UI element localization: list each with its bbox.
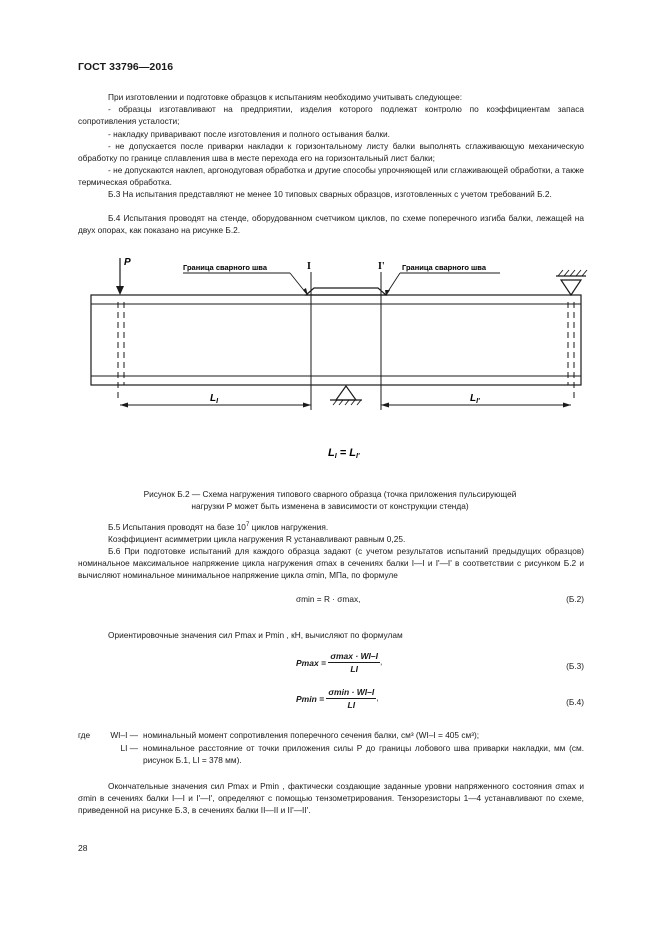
center-support-hatch (333, 400, 361, 405)
bullet-2 (78, 128, 584, 140)
dim-right-arrow-a (381, 403, 389, 408)
where-1-symbol: WI–I — (110, 730, 138, 740)
bullet-1 (78, 103, 584, 127)
load-label: P (124, 257, 131, 268)
top-right-support (561, 280, 581, 295)
section-label-right: I' (378, 261, 385, 272)
intro-text: При изготовлении и подготовке образцов к испытаниям необходимо учитывать следующее: (108, 92, 463, 102)
where-2-symbol: LI — (120, 743, 138, 753)
formula-b4-number: (Б.4) (566, 697, 584, 707)
document-header: ГОСТ 33796—2016 (78, 61, 174, 73)
dim-left-arrow-a (120, 403, 128, 408)
coef-text: Коэффициент асимметрии цикла нагружения R устанавливают равным 0,25. (108, 534, 406, 544)
bullet-text: - не допускается после приварки накладки к горизонтальному листу балки выполнять сглаживающую механическую обработку по границе сплавления шва в месте перехода его на горизонтальный лист балки; (78, 141, 584, 164)
formula-b3-number: (Б.3) (566, 661, 584, 671)
caption-line-1: Рисунок Б.2 — Схема нагружения типового сварного образца (точка приложения пульсирующей (143, 489, 517, 499)
dim-left-label: $L_I$ (210, 393, 219, 405)
overlay-plate (306, 288, 386, 295)
where-1-text: номинальный момент сопротивления поперечного сечения балки, см³ (WI–I = 405 см³); (143, 730, 480, 740)
where-2-text: номинальное расстояние от точки приложения силы P до границы лобового шва приварки накладки, мм (см. рисунок Б.1, LI = 378 мм). (143, 743, 584, 766)
b3-text: Б.3 На испытания представляют не менее 10 типовых сварных образцов, изготовленных с учетом требований Б.2. (108, 189, 552, 199)
top-right-support-hatch (558, 270, 587, 276)
paragraph-b4 (78, 212, 584, 236)
paragraph-forces (78, 629, 584, 641)
bullet-3 (78, 140, 584, 164)
b5-text-end: циклов нагружения. (249, 522, 329, 532)
forces-text: Ориентировочные значения сил Pmax и Pmin , кН, вычисляют по формулам (108, 630, 403, 640)
dim-right-arrow-b (563, 403, 571, 408)
where-item-1 (78, 729, 584, 742)
section-label-left: I (307, 261, 311, 272)
b5-exponent: 7 (245, 522, 250, 529)
formula-b2-expr: σmin = R · σmax, (296, 594, 361, 604)
formula-b4-denominator: LI (347, 700, 356, 710)
page-number: 28 (78, 843, 88, 853)
bullet-text: - накладку приваривают после изготовления и полного остывания балки. (108, 129, 390, 139)
where-label: где (78, 730, 91, 740)
formula-b4-tail: , (376, 692, 379, 703)
where-list (78, 729, 584, 768)
center-support (336, 386, 356, 400)
length-equation: LI = LI' (328, 447, 360, 460)
formula-b3-numerator: σmax · WI–I (330, 651, 379, 661)
b5-text: Б.5 Испытания проводят на базе 10 (108, 522, 246, 532)
beam-outline (91, 295, 581, 385)
where-item-2 (78, 742, 584, 768)
weld-right-label: Граница сварного шва (402, 263, 486, 272)
bullet-4 (78, 164, 584, 188)
formula-b3 (78, 651, 584, 683)
formula-b3-fraction (328, 651, 383, 674)
formula-b3-tail: , (380, 656, 383, 667)
paragraph-b6 (78, 545, 584, 582)
formula-b4-numerator: σmin · WI–I (328, 687, 375, 697)
b4-text: Б.4 Испытания проводят на стенде, оборудованном счетчиком циклов, по схеме поперечного изгиба балки, лежащей на двух опорах, как показано на рисунке Б.2. (78, 213, 584, 236)
load-arrowhead (116, 286, 124, 295)
figure-b2-diagram (0, 250, 661, 465)
formula-b3-lhs: Pmax = (296, 657, 327, 668)
dim-left-arrow-b (303, 403, 311, 408)
formula-b4-fraction (326, 687, 379, 710)
formula-b4-lhs: Pmin = (296, 693, 325, 704)
bullet-text: - не допускаются наклеп, аргонодуговая обработка и другие способы упрочняющей или сглаживающей обработки, а также термическая обработка. (78, 165, 584, 188)
final-text: Окончательные значения сил Pmax и Pmin , фактически создающие заданные уровни напряженного состояния σmax и σmin в сечениях балки I—I и I'—I', определяют с помощью тензометрирования. Тензорезисторы 1—4 устанавливают по схеме, приведенной на рисунке Б.3, в сечениях балки II—II и II'—II'. (78, 781, 584, 816)
paragraph-b3 (78, 188, 584, 200)
formula-b2-number: (Б.2) (566, 594, 584, 604)
dim-right-label: $L_{I'}$ (470, 393, 480, 405)
paragraph-final (78, 780, 584, 817)
b6-text: Б.6 При подготовке испытаний для каждого образца задают (с учетом результатов испытаний предыдущих образцов) номинальное максимальное напряжение цикла нагружения σmax в сечениях балки I—I и I'—I' в соответствии с рисунком Б.2 и вычисляют номинальное минимальное напряжение цикла σmin, МПа, по формуле (78, 546, 584, 581)
intro-paragraph (78, 91, 584, 103)
caption-line-2: нагрузки P может быть изменена в зависимости от конструкции стенда) (191, 501, 469, 512)
figure-caption (105, 488, 555, 512)
weld-left-label: Граница сварного шва (183, 263, 267, 272)
paragraph-coefficient (78, 533, 584, 545)
paragraph-b5 (78, 521, 584, 533)
formula-b3-denominator: LI (350, 664, 358, 674)
bullet-text: - образцы изготавливают на предприятии, изделия которого подлежат контролю по коэффициентам запаса сопротивления усталости; (78, 104, 584, 127)
formula-b4 (78, 687, 584, 719)
